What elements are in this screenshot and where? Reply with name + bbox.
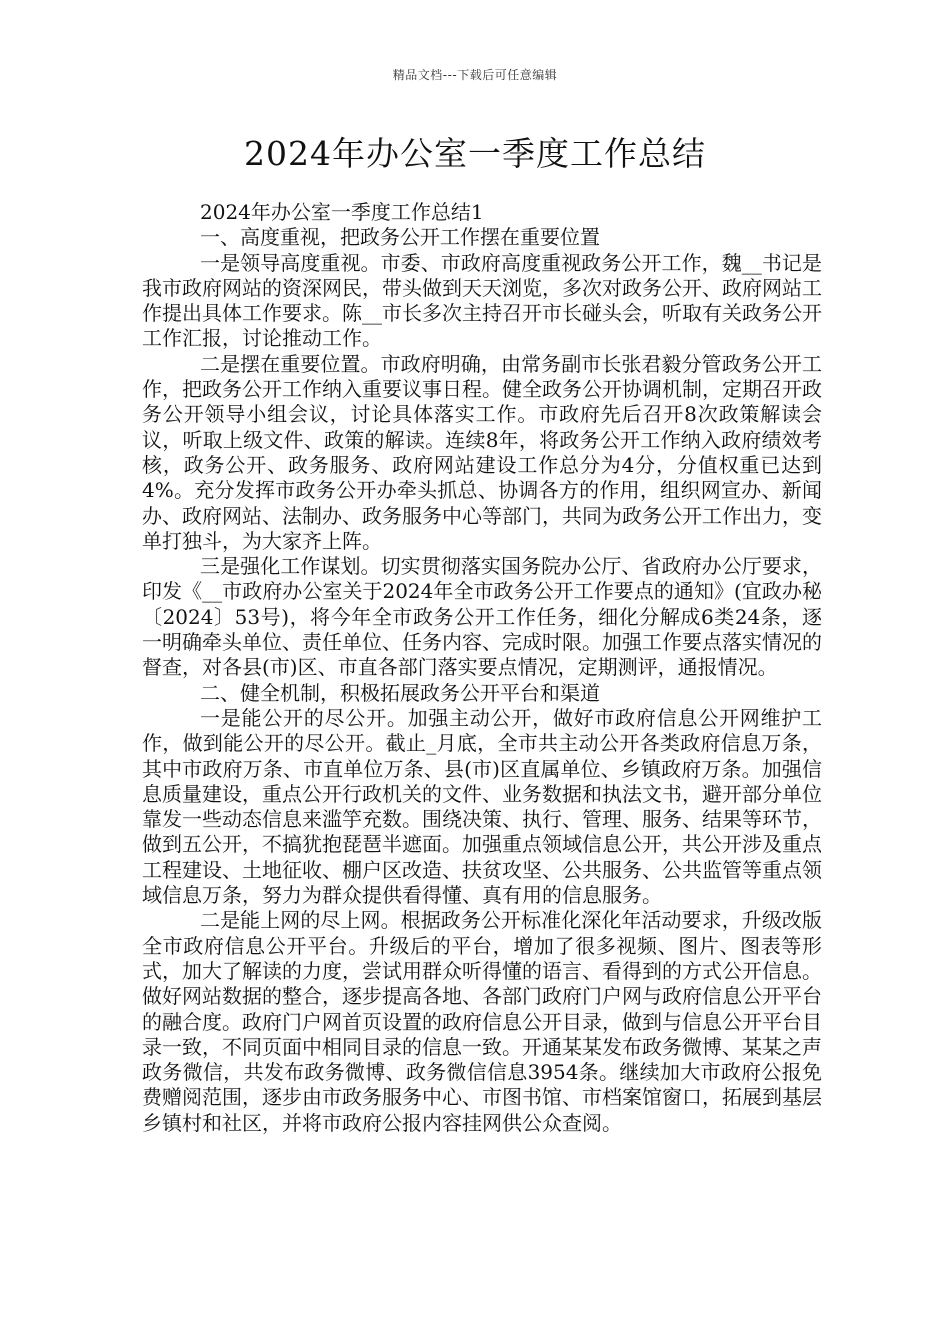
document-body [142,200,822,1136]
paragraph: 二是摆在重要位置。市政府明确，由常务副市长张君毅分管政务公开工作，把政务公开工作纳入重要议事日程。健全政务公开协调机制，定期召开政务公开领导小组会议，讨论具体落实工作。市政府先后召开8次政策解读会议，听取上级文件、政策的解读。连续8年，将政务公开工作纳入政府绩效考核，政务公开、政务服务、政府网站建设工作总分为4分，分值权重已达到4%。充分发挥市政务公开办牵头抓总、协调各方的作用，组织网宣办、新闻办、政府网站、法制办、政务服务中心等部门，共同为政务公开工作出力，变单打独斗，为大家齐上阵。 [142,351,822,553]
section-heading-2: 二、健全机制，积极拓展政务公开平台和渠道 [200,680,600,705]
paragraph: 一是领导高度重视。市委、市政府高度重视政务公开工作，魏__书记是我市政府网站的资深网民，带头做到天天浏览，多次对政务公开、政府网站工作提出具体工作要求。陈__市长多次主持召开市长碰头会，听取有关政务公开工作汇报，讨论推动工作。 [142,250,822,351]
page-header: 精品文档---下载后可任意编辑 [392,68,558,82]
paragraph: 一是能公开的尽公开。加强主动公开，做好市政府信息公开网维护工作，做到能公开的尽公开。截止_月底，全市共主动公开各类政府信息万条，其中市政府万条、市直单位万条、县(市)区直属单位、乡镇政府万条。加强信息质量建设，重点公开行政机关的文件、业务数据和执法文书，避开部分单位靠发一些动态信息来滥竽充数。围绕决策、执行、管理、服务、结果等环节，做到五公开，不搞犹抱琵琶半遮面。加强重点领域信息公开，共公开涉及重点工程建设、土地征收、棚户区改造、扶贫攻坚、公共服务、公共监管等重点领域信息万条，努力为群众提供看得懂、真有用的信息服务。 [142,705,822,908]
section-heading-1: 一、高度重视，把政务公开工作摆在重要位置 [200,225,600,250]
paragraph: 三是强化工作谋划。切实贯彻落实国务院办公厅、省政府办公厅要求，印发《__市政府办公室关于2024年全市政务公开工作要点的通知》(宜政办秘〔2024〕53号)，将今年全市政务公开工作任务，细化分解成6类24条，逐一明确牵头单位、责任单位、任务内容、完成时限。加强工作要点落实情况的督查，对各县(市)区、市直各部门落实要点情况，定期测评，通报情况。 [142,554,822,680]
paragraph-subtitle: 2024年办公室一季度工作总结1 [200,200,484,224]
document-title: 2024年办公室一季度工作总结 [244,134,706,173]
paragraph: 二是能上网的尽上网。根据政务公开标准化深化年活动要求，升级改版全市政府信息公开平台。升级后的平台，增加了很多视频、图片、图表等形式，加大了解读的力度，尝试用群众听得懂的语言、看得到的方式公开信息。做好网站数据的整合，逐步提高各地、各部门政府门户网与政府信息公开平台的融合度。政府门户网首页设置的政府信息公开目录，做到与信息公开平台目录一致，不同页面中相同目录的信息一致。开通某某发布政务微博、某某之声政务微信，共发布政务微博、政务微信信息3954条。继续加大市政府公报免费赠阅范围，逐步由市政务服务中心、市图书馆、市档案馆窗口，拓展到基层乡镇村和社区，并将市政府公报内容挂网供公众查阅。 [142,908,822,1135]
